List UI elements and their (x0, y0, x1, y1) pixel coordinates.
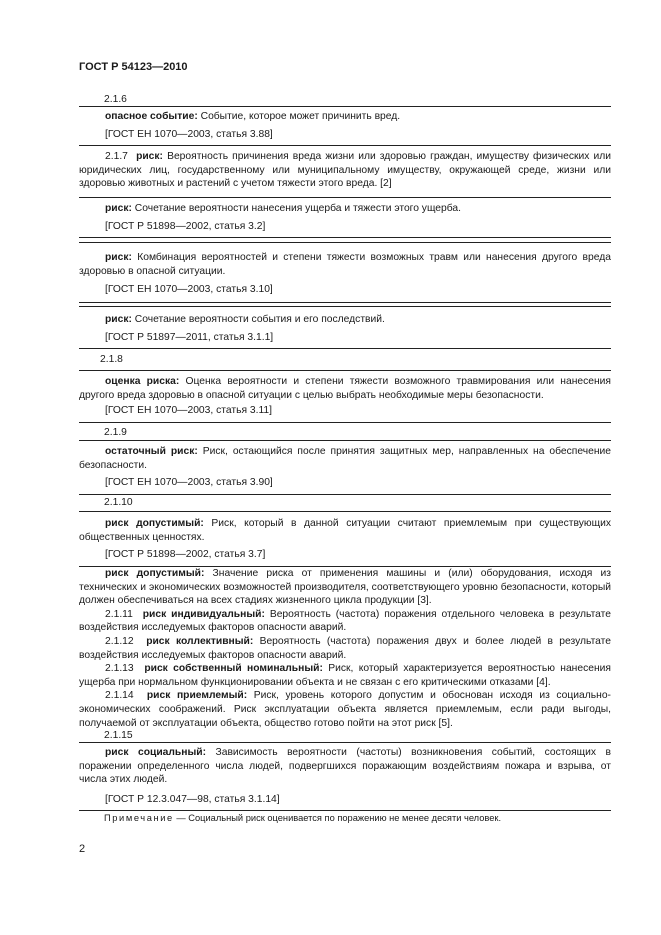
term-definition (79, 313, 611, 327)
term: риск допустимый: (105, 518, 204, 529)
term-box (79, 440, 611, 495)
definition-text: Вероятность (частота) поражения отдельного человека в результате воздействия исследуемых факторов опасности аварий. (79, 608, 611, 634)
term: риск социальный: (105, 747, 207, 758)
term-box (79, 370, 611, 423)
document-header: ГОСТ Р 54123—2010 (79, 61, 188, 73)
clause-number: 2.1.8 (100, 354, 123, 365)
definition-text: Оценка вероятности и степени тяжести возможного травмирования или нанесения другого вреда здоровью в опасной ситуации с целью выбрать необходимые меры безопасности. (79, 376, 611, 401)
source-reference: [ГОСТ ЕН 1070—2003, статья 3.88] (105, 128, 273, 140)
term: риск допустимый: (105, 568, 205, 579)
source-reference: [ГОСТ ЕН 1070—2003, статья 3.90] (105, 477, 273, 489)
definition-text: Сочетание вероятности нанесения ущерба и тяжести этого ущерба. (131, 203, 462, 214)
clause-number: 2.1.12 (105, 635, 134, 647)
note (104, 812, 501, 826)
term-definition (79, 110, 611, 124)
definition-text: Событие, которое может причинить вред. (197, 111, 401, 122)
term: оценка риска: (105, 376, 180, 387)
term: риск: (105, 252, 132, 263)
definition-text: Комбинация вероятностей и степени тяжести возможных травм или нанесения другого вреда здоровью в опасной ситуации. (79, 252, 611, 277)
note-text: — Социальный риск оценивается по поражению не менее десяти человек. (173, 813, 502, 823)
source-reference: [ГОСТ ЕН 1070—2003, статья 3.11] (105, 405, 273, 417)
source-reference: [ГОСТ Р 51897—2011, статья 3.1.1] (105, 331, 274, 343)
term: риск: (105, 203, 132, 214)
clause-paragraph (79, 150, 611, 191)
term-definition (79, 375, 611, 402)
clause-number: 2.1.6 (104, 94, 127, 105)
definition-text: Риск, остающийся после принятия защитных мер, направленных на обеспечение безопасности. (79, 446, 611, 471)
source-reference: [ГОСТ Р 12.3.047—98, статья 3.1.14] (105, 793, 280, 805)
note-label: Примечание (104, 813, 174, 823)
term: риск коллективный: (146, 635, 254, 647)
term: риск собственный номинальный: (144, 663, 323, 675)
term-definition (79, 746, 611, 787)
page-number: 2 (79, 843, 86, 855)
term-definition (79, 445, 611, 472)
term-box (79, 197, 611, 238)
source-reference: [ГОСТ Р 51898—2002, статья 3.2] (105, 220, 266, 232)
clause-number: 2.1.9 (104, 427, 127, 438)
clause-number: 2.1.15 (104, 730, 133, 741)
definition-text: Риск, который характеризуется вероятностью нанесения ущерба при нормальном функционировании объекта и не связан с его критическими отказами [4]. (79, 663, 611, 688)
clause-number: 2.1.7 (105, 151, 128, 162)
term-definition (79, 517, 611, 544)
definition-text: Вероятность (частота) поражения двух и более людей в результате воздействия исследуемых факторов опасности аварий. (79, 635, 611, 661)
term: риск: (136, 151, 163, 162)
term: риск: (105, 314, 132, 325)
term-box (79, 106, 611, 146)
definition-text: Риск, который в данной ситуации считают приемлемым при существующих общественных ценностях. (79, 518, 611, 543)
definition-text: Значение риска от применения машины и (или) оборудования, исходя из технических и экономических возможностей производителя, соответствующего уровню безопасности, который должен обеспечиваться на всех стадиях жизненного цикла продукции [3]. (79, 568, 611, 607)
term: остаточный риск: (105, 446, 198, 457)
source-reference: [ГОСТ ЕН 1070—2003, статья 3.10] (105, 284, 273, 296)
term: риск приемлемый: (146, 690, 248, 702)
clause-number: 2.1.10 (104, 497, 133, 508)
term: риск индивидуальный: (142, 608, 265, 620)
term-box (79, 742, 611, 811)
definition-text: Зависимость вероятности (частоты) возникновения событий, состоящих в поражении определенного числа людей, подвергшихся поражающим воздействиям пожара и взрыва, от числа этих людей. (79, 747, 611, 786)
term-box (79, 306, 611, 349)
clause-number: 2.1.11 (105, 608, 133, 620)
term-definition (79, 202, 611, 216)
definition-text: Вероятность причинения вреда жизни или здоровью граждан, имуществу физических или юридических лиц, государственному или муниципальному имуществу, окружающей среде, жизни или здоровью животных и растений с учетом тяжести этого вреда. [2] (79, 151, 611, 190)
clause-paragraph (79, 567, 611, 730)
term-box (79, 511, 611, 567)
definition-text: Сочетание вероятности события и его последствий. (131, 314, 385, 325)
term-definition (79, 251, 611, 278)
definition-text: Риск, уровень которого допустим и обоснован исходя из социально-экономических соображений. Риск эксплуатации объекта является приемлемым, если ради выгоды, получаемой от эксплуатации объекта, общество готово пойти на этот риск [5]. (79, 690, 611, 729)
clause-number: 2.1.14 (105, 690, 134, 702)
term: опасное событие: (105, 111, 198, 122)
term-box (79, 242, 611, 303)
clause-number: 2.1.13 (105, 663, 134, 675)
source-reference: [ГОСТ Р 51898—2002, статья 3.7] (105, 549, 266, 561)
